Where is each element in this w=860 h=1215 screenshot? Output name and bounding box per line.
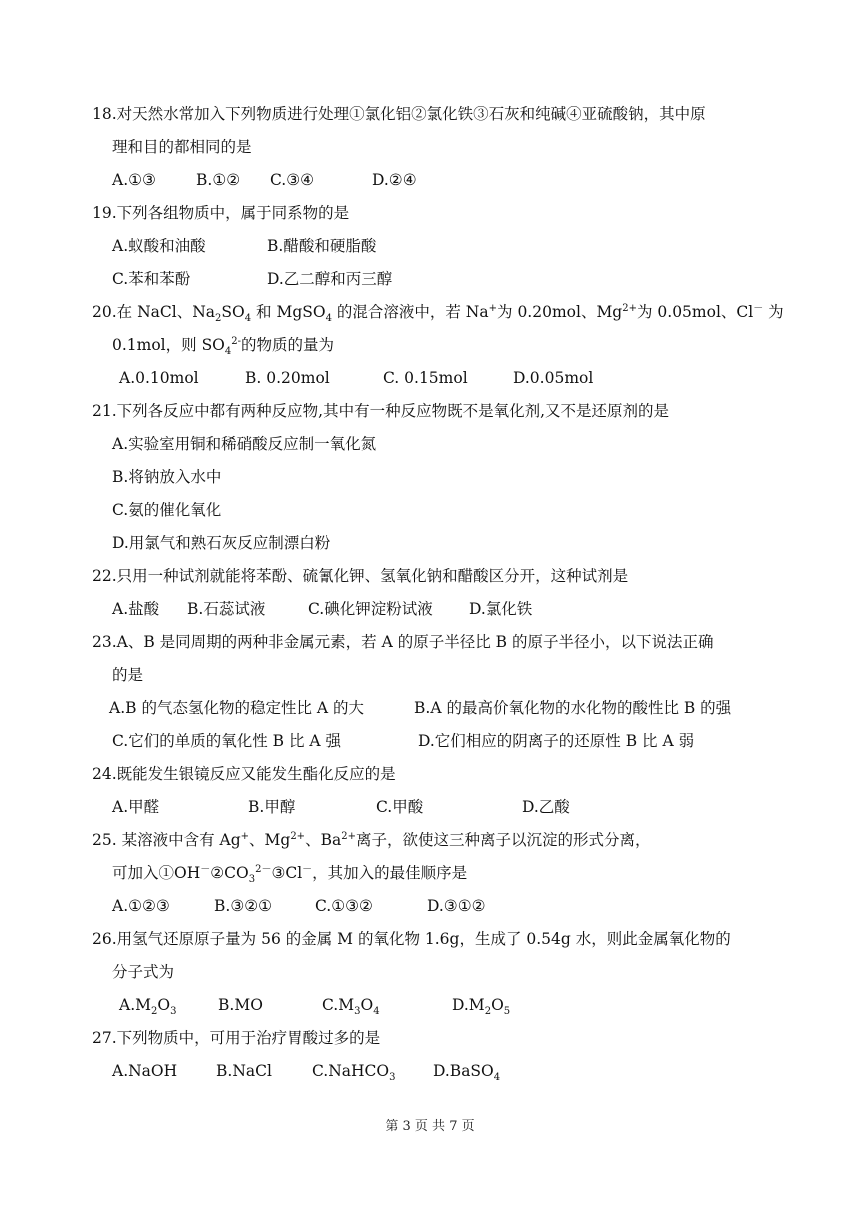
q26-stem-cont: 分子式为 [112, 963, 175, 981]
q20-option-a: A.0.10mol [119, 369, 199, 387]
q27-option-b: B.NaCl [216, 1062, 272, 1080]
q20-option-c: C. 0.15mol [383, 369, 468, 387]
q19-options-row1 [112, 236, 376, 256]
q23-option-b: B.A 的最高价氧化物的水化物的酸性比 B 的强 [414, 699, 732, 717]
q23-option-c: C.它们的单质的氧化性 B 比 A 强 [112, 732, 342, 750]
q20-option-b: B. 0.20mol [245, 369, 330, 387]
q24-option-c: C.甲酸 [376, 798, 424, 816]
q21-option-c: C.氨的催化氧化 [112, 501, 222, 519]
q26-option-d: $D.M_2O_5$ [452, 996, 511, 1018]
q27-options [112, 1061, 501, 1084]
q18-option-d: D.②④ [372, 171, 417, 189]
q26-options [119, 995, 511, 1018]
page-footer: 第 3 页 共 7 页 [385, 1119, 475, 1134]
q21-option-b: B.将钠放入水中 [112, 468, 222, 486]
q18-stem: 18.对天然水常加入下列物质进行处理①氯化铝②氯化铁③石灰和纯碱④亚硫酸钠，其中原 [92, 105, 706, 123]
q19-options-row2 [112, 269, 392, 289]
q20-stem-cont: 0.1mol，则 $SO_4^{2-}$的物质的量为 [112, 335, 335, 358]
q25-options [112, 896, 486, 916]
q27-option-d: D.BaSO$_4$ [433, 1062, 501, 1084]
q27-option-a: A.NaOH [112, 1062, 178, 1080]
q23-option-a: A.B 的气态氢化物的稳定性比 A 的大 [109, 699, 364, 717]
q22-options [112, 599, 532, 619]
q26-option-c: $C.M_3O_4$ [322, 996, 380, 1018]
q25-option-d: D.③①② [427, 897, 486, 915]
q19-option-b: B.醋酸和硬脂酸 [267, 237, 377, 255]
q19-option-a: A.蚁酸和油酸 [112, 237, 206, 255]
q22-stem: 22.只用一种试剂就能将苯酚、硫氰化钾、氢氧化钠和醋酸区分开，这种试剂是 [92, 567, 629, 585]
q18-stem-cont: 理和目的都相同的是 [112, 138, 252, 156]
q22-option-a: A.盐酸 [112, 600, 160, 618]
q23-stem: 23.A、B 是同周期的两种非金属元素，若 A 的原子半径比 B 的原子半径小，以下说法正确 [92, 633, 714, 651]
q25-option-b: B.③②① [214, 897, 273, 915]
q23-stem-cont: 的是 [112, 666, 144, 684]
q18-option-a: A.①③ [112, 171, 156, 189]
q27-stem: 27.下列物质中，可用于治疗胃酸过多的是 [92, 1029, 381, 1047]
q25-option-a: A.①②③ [112, 897, 170, 915]
q20-options [119, 368, 593, 388]
q21-option-a: A.实验室用铜和稀硝酸反应制一氧化氮 [112, 435, 377, 453]
q22-option-c: C.碘化钾淀粉试液 [308, 600, 433, 618]
q22-option-d: D.氯化铁 [469, 600, 533, 618]
q26-option-a: $A.M_2O_3$ [119, 996, 177, 1018]
q21-option-d: D.用氯气和熟石灰反应制漂白粉 [112, 534, 331, 552]
q19-option-c: C.苯和苯酚 [112, 270, 191, 288]
q26-option-b: B.MO [218, 996, 263, 1014]
q24-stem: 24.既能发生银镜反应又能发生酯化反应的是 [92, 765, 396, 783]
q23-option-d: D.它们相应的阴离子的还原性 B 比 A 弱 [418, 732, 695, 750]
q25-option-c: C.①③② [315, 897, 373, 915]
q24-option-d: D.乙酸 [522, 798, 570, 816]
q19-stem: 19.下列各组物质中，属于同系物的是 [92, 204, 350, 222]
q18-options [112, 170, 417, 190]
q21-stem: 21.下列各反应中都有两种反应物,其中有一种反应物既不是氧化剂,又不是还原剂的是 [92, 402, 670, 420]
q19-option-d: D.乙二醇和丙三醇 [267, 270, 393, 288]
q24-options [112, 797, 570, 817]
q23-options-row1 [109, 698, 731, 718]
q27-option-c: C.NaHCO$_3$ [312, 1062, 396, 1084]
q20-option-d: D.0.05mol [513, 369, 594, 387]
q24-option-a: A.甲醛 [112, 798, 160, 816]
q23-options-row2 [112, 731, 694, 751]
q18-option-c: C.③④ [270, 171, 315, 189]
q18-option-b: B.①② [196, 171, 241, 189]
q22-option-b: B.石蕊试液 [187, 600, 266, 618]
q20-stem: 20.在 NaCl、$Na_2SO_4$ 和 MgSO$_4$ 的混合溶液中，若 Na+为 0.20mol、$Mg^{2+}$为 0.05mol、Cl－ 为 [92, 302, 784, 325]
q25-stem: 25. 某溶液中含有 Ag+、$Mg^{2+}$、$Ba^{2+}$离子，欲使这三种离子以沉淀的形式分离， [92, 830, 651, 849]
q26-stem: 26.用氢气还原原子量为 56 的金属 M 的氧化物 1.6g，生成了 0.54g 水，则此金属氧化物的 [92, 930, 731, 948]
q25-stem-cont: 可加入$①OH^-②CO_3^{2-}③Cl^-$，其加入的最佳顺序是 [112, 863, 468, 886]
q24-option-b: B.甲醇 [248, 798, 296, 816]
